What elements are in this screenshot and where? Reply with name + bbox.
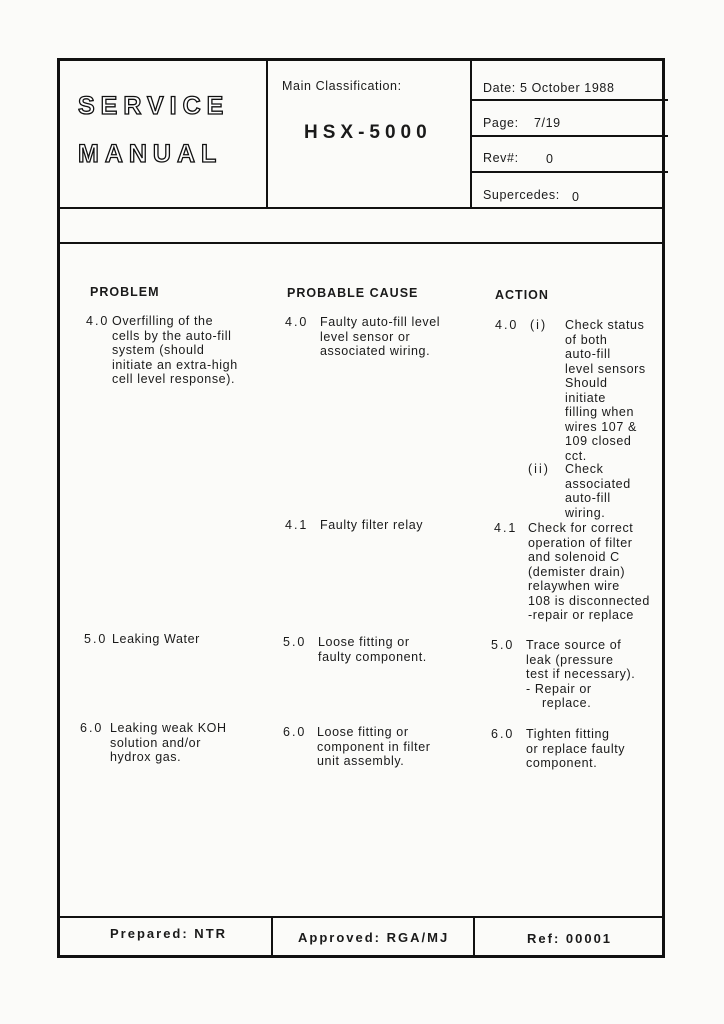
action-text [526,638,635,711]
approved-by: Approved: RGA/MJ [298,930,450,945]
header-rule-date [470,99,668,101]
text-line: level sensors [565,361,646,376]
text-line: faulty component. [318,649,427,664]
problem-text [112,632,200,647]
problem-number: 6.0 [80,721,104,735]
action-text [565,318,646,463]
text-line: auto-fill [565,491,611,505]
header-divider-1 [266,61,268,207]
text-line: cell level response). [112,372,236,386]
text-line: initiate [565,390,606,405]
action-number: 4.1 [494,521,518,535]
text-line: and solenoid C [528,550,620,564]
footer-divider-1 [271,916,273,956]
text-line: wiring. [565,505,606,520]
cause-text [318,635,427,664]
page-value: 7/19 [534,116,561,130]
text-line: system (should [112,343,205,357]
cause-number: 4.1 [285,518,309,532]
prepared-by: Prepared: NTR [110,926,228,941]
product-code: HSX-5000 [304,122,432,143]
column-header-cause: PROBABLE CAUSE [287,286,419,300]
supercedes-value: 0 [572,190,580,204]
text-line: - Repair or [526,681,592,696]
text-line: Overfilling of the [112,314,214,328]
problem-text [112,314,238,387]
action-number: 5.0 [491,638,515,652]
problem-text [110,721,227,765]
text-line: auto-fill [565,347,611,361]
text-line: Loose fitting or [318,635,410,649]
cause-text [320,518,423,533]
text-line: associated [565,476,631,491]
header-bottom-rule [60,207,662,209]
text-line: Faulty filter relay [320,518,424,532]
text-line: 108 is disconnected [528,593,650,608]
cause-number: 5.0 [283,635,307,649]
rev-value: 0 [546,152,554,166]
text-line: Check status [565,318,645,332]
cause-number: 4.0 [285,315,309,329]
action-text [526,727,625,771]
column-header-action: ACTION [495,288,549,302]
main-classification-label: Main Classification: [282,79,402,93]
text-line: Tighten fitting [526,727,610,741]
text-line: Check for correct [528,521,634,535]
text-line: cct. [565,448,587,463]
header-rule-rev [470,171,668,173]
date-field: Date: 5 October 1988 [483,81,615,95]
title-service: SERVICE [78,92,230,120]
text-line: hydrox gas. [110,750,182,764]
rev-label: Rev#: [483,151,519,165]
footer-top-rule [60,916,662,918]
action-subitem: (i) [530,318,548,332]
title-manual: MANUAL [78,140,223,168]
text-line: initiate an extra-high [112,357,238,372]
footer-divider-2 [473,916,475,956]
supercedes-label: Supercedes: [483,188,560,202]
text-line: test if necessary). [526,667,636,681]
text-line: filling when [565,405,635,419]
cause-number: 6.0 [283,725,307,739]
text-line: Leaking Water [112,632,200,646]
text-line: solution and/or [110,735,202,750]
column-header-problem: PROBLEM [90,285,160,299]
text-line: unit assembly. [317,754,405,768]
header-divider-2 [470,61,472,207]
cause-text [317,725,431,769]
text-line: operation of filter [528,535,633,550]
text-line: Faulty auto-fill level [320,315,441,329]
header-strip-rule [60,242,662,244]
text-line: of both [565,332,608,347]
header-rule-page [470,135,668,137]
action-text [528,521,650,623]
text-line: associated wiring. [320,344,431,358]
action-text [565,462,631,520]
text-line: wires 107 & [565,419,637,434]
text-line: or replace faulty [526,741,626,756]
text-line: Loose fitting or [317,725,409,739]
text-line: Trace source of [526,638,622,652]
text-line: 109 closed [565,434,632,448]
problem-number: 5.0 [84,632,108,646]
text-line: relaywhen wire [528,579,620,593]
action-number: 6.0 [491,727,515,741]
cause-text [320,315,440,359]
text-line: (demister drain) [528,564,626,579]
text-line: Should [565,376,608,390]
text-line: component. [526,756,598,770]
text-line: level sensor or [320,329,411,344]
problem-number: 4.0 [86,314,110,328]
action-number: 4.0 [495,318,519,332]
page-label: Page: [483,116,519,130]
action-subitem: (ii) [528,462,550,476]
text-line: leak (pressure [526,652,614,667]
text-line: -repair or replace [528,608,634,622]
text-line: component in filter [317,739,431,754]
reference-number: Ref: 00001 [527,931,613,946]
text-line: replace. [542,696,592,710]
text-line: Check [565,462,604,476]
text-line: Leaking weak KOH [110,721,227,735]
text-line: cells by the auto-fill [112,328,232,343]
